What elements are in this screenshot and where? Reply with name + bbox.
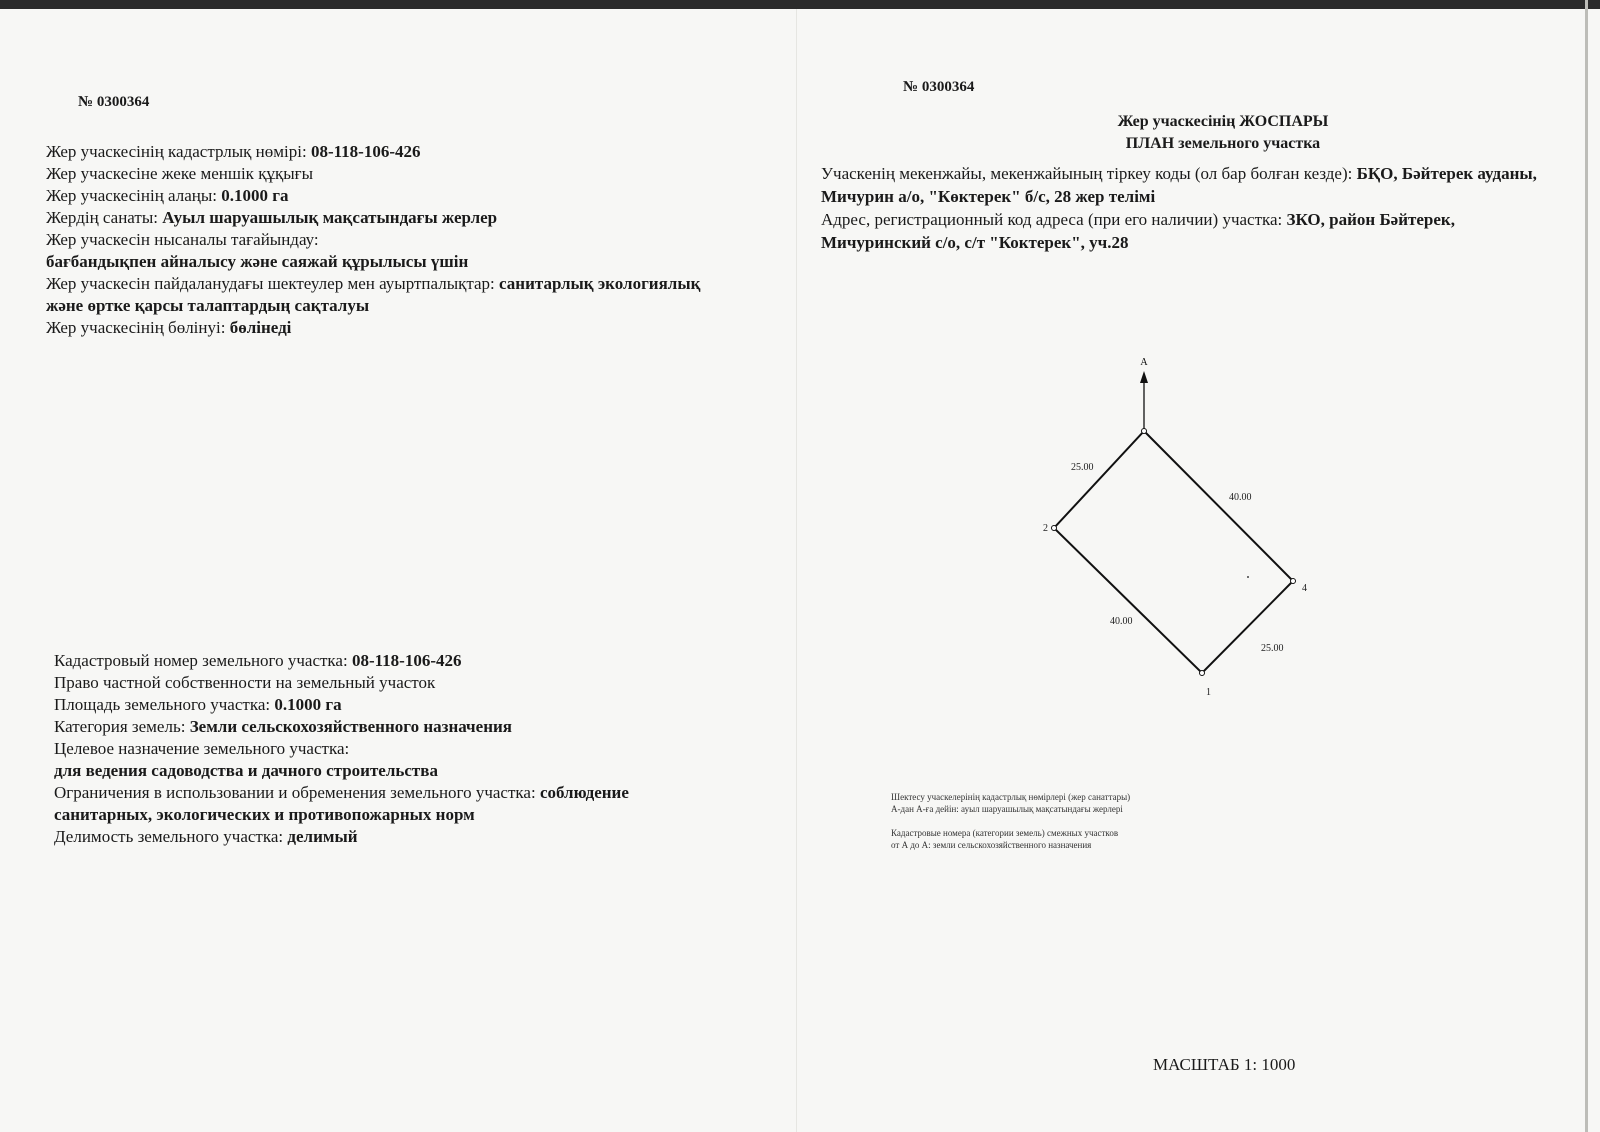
kazakh-field-label: Жер учаскесін нысаналы тағайындау:	[46, 230, 319, 249]
address-kz	[821, 162, 1541, 208]
russian-field-value: соблюдение	[539, 783, 629, 802]
russian-field-row	[54, 694, 629, 716]
russian-field-label: Площадь земельного участка:	[54, 695, 275, 714]
page-fold	[796, 9, 797, 1132]
russian-field-value: 0.1000 га	[274, 695, 342, 714]
address-ru	[821, 208, 1541, 254]
kazakh-field-value: Ауыл шаруашылық мақсатындағы жерлер	[162, 208, 498, 227]
kazakh-field-row	[46, 163, 700, 185]
legend-ru	[891, 827, 1118, 851]
russian-field-value: 08-118-106-426	[351, 651, 462, 670]
point-label-2: 2	[1043, 523, 1048, 534]
point-2-marker	[1052, 526, 1057, 531]
russian-field-value: для ведения садоводства и дачного строительства	[54, 761, 438, 780]
russian-field-value: Земли сельскохозяйственного назначения	[189, 717, 512, 736]
kazakh-field-value: 0.1000 га	[221, 186, 289, 205]
kazakh-field-value: және өртке қарсы талаптардың сақталуы	[46, 296, 370, 315]
russian-field-label: Кадастровый номер земельного участка:	[54, 651, 352, 670]
kazakh-field-row	[46, 141, 700, 163]
legend-kz-line-2: А-дан А-ға дейін: ауыл шаруашылық мақсатындағы жерлері	[891, 804, 1123, 814]
kazakh-field-label: Жер учаскесін пайдаланудағы шектеулер мен ауыртпалықтар:	[46, 274, 500, 293]
russian-field-row	[54, 716, 629, 738]
address-ru-value: ЗКО, район Бәйтерек, Мичуринский с/о, с/т "Коктерек", уч.28	[821, 210, 1455, 252]
russian-fields	[54, 650, 629, 848]
center-dot	[1247, 576, 1249, 578]
kazakh-field-row	[46, 185, 700, 207]
kazakh-field-value: бағбандықпен айналысу және саяжай құрылысы үшін	[46, 252, 469, 271]
point-label-4: 4	[1302, 583, 1307, 594]
kazakh-field-label: Жердің санаты:	[46, 208, 163, 227]
russian-field-label: Целевое назначение земельного участка:	[54, 739, 350, 758]
address-ru-label: Адрес, регистрационный код адреса (при его наличии) участка:	[821, 210, 1287, 229]
left-doc-number: № 0300364	[78, 94, 150, 110]
russian-field-row	[54, 804, 629, 826]
russian-field-row	[54, 760, 629, 782]
address-kz-label: Учаскенің мекенжайы, мекенжайының тіркеу коды (ол бар болған кезде):	[821, 164, 1357, 183]
russian-field-row	[54, 826, 629, 848]
kazakh-field-label: Жер учаскесінің кадастрлық нөмірі:	[46, 142, 311, 161]
plan-title-kz: Жер учаскесінің ЖОСПАРЫ	[1117, 113, 1329, 130]
russian-field-value: санитарных, экологических и противопожарных норм	[54, 805, 475, 824]
legend-ru-line-2: от А до А: земли сельскохозяйственного назначения	[891, 840, 1092, 850]
kazakh-field-row	[46, 207, 700, 229]
legend-kz	[891, 791, 1130, 815]
russian-field-label: Ограничения в использовании и обременения земельного участка:	[54, 783, 540, 802]
russian-field-row	[54, 782, 629, 804]
land-plot-plan	[1040, 355, 1360, 725]
kazakh-field-value: 08-118-106-426	[310, 142, 421, 161]
russian-field-label: Право частной собственности на земельный участок	[54, 673, 436, 692]
point-label-1: 1	[1206, 687, 1211, 698]
plan-title-ru: ПЛАН земельного участка	[1125, 135, 1321, 152]
russian-field-label: Категория земель:	[54, 717, 190, 736]
kazakh-field-row	[46, 229, 700, 251]
scale-label: МАСШТАБ 1: 1000	[1153, 1055, 1296, 1074]
kazakh-field-label: Жер учаскесінің алаңы:	[46, 186, 222, 205]
kazakh-field-value: санитарлық экологиялық	[499, 274, 701, 293]
russian-field-row	[54, 738, 629, 760]
address-block	[821, 162, 1541, 254]
point-1-marker	[1200, 671, 1205, 676]
scan-top-edge	[0, 0, 1600, 9]
kazakh-fields	[46, 141, 700, 339]
russian-field-row	[54, 672, 629, 694]
edge-label-4-1: 25.00	[1261, 643, 1284, 654]
edge-label-2-3: 25.00	[1071, 462, 1094, 473]
north-label: А	[1140, 357, 1148, 368]
address-kz-value: БҚО, Бәйтерек ауданы, Мичурин а/о, "Көктерек" б/с, 28 жер телімі	[821, 164, 1537, 206]
kazakh-field-row	[46, 317, 700, 339]
kazakh-field-label: Жер учаскесіне жеке меншік құқығы	[46, 164, 314, 183]
edge-label-1-2: 40.00	[1110, 616, 1133, 627]
point-3-marker	[1142, 429, 1147, 434]
legend-kz-line-1: Шектесу учаскелерінің кадастрлық нөмірлері (жер санаттары)	[891, 792, 1131, 802]
kazakh-field-label: Жер учаскесінің бөлінуі:	[46, 318, 230, 337]
north-arrow-head	[1140, 371, 1148, 383]
kazakh-field-value: бөлінеді	[229, 318, 292, 337]
point-4-marker	[1291, 579, 1296, 584]
kazakh-field-row	[46, 295, 700, 317]
kazakh-field-row	[46, 273, 700, 295]
edge-label-3-4: 40.00	[1229, 492, 1252, 503]
russian-field-label: Делимость земельного участка:	[54, 827, 288, 846]
right-doc-number: № 0300364	[903, 79, 975, 95]
legend-ru-line-1: Кадастровые номера (категории земель) смежных участков	[891, 828, 1119, 838]
russian-field-row	[54, 650, 629, 672]
scan-right-edge	[1585, 0, 1588, 1132]
kazakh-field-row	[46, 251, 700, 273]
russian-field-value: делимый	[287, 827, 358, 846]
